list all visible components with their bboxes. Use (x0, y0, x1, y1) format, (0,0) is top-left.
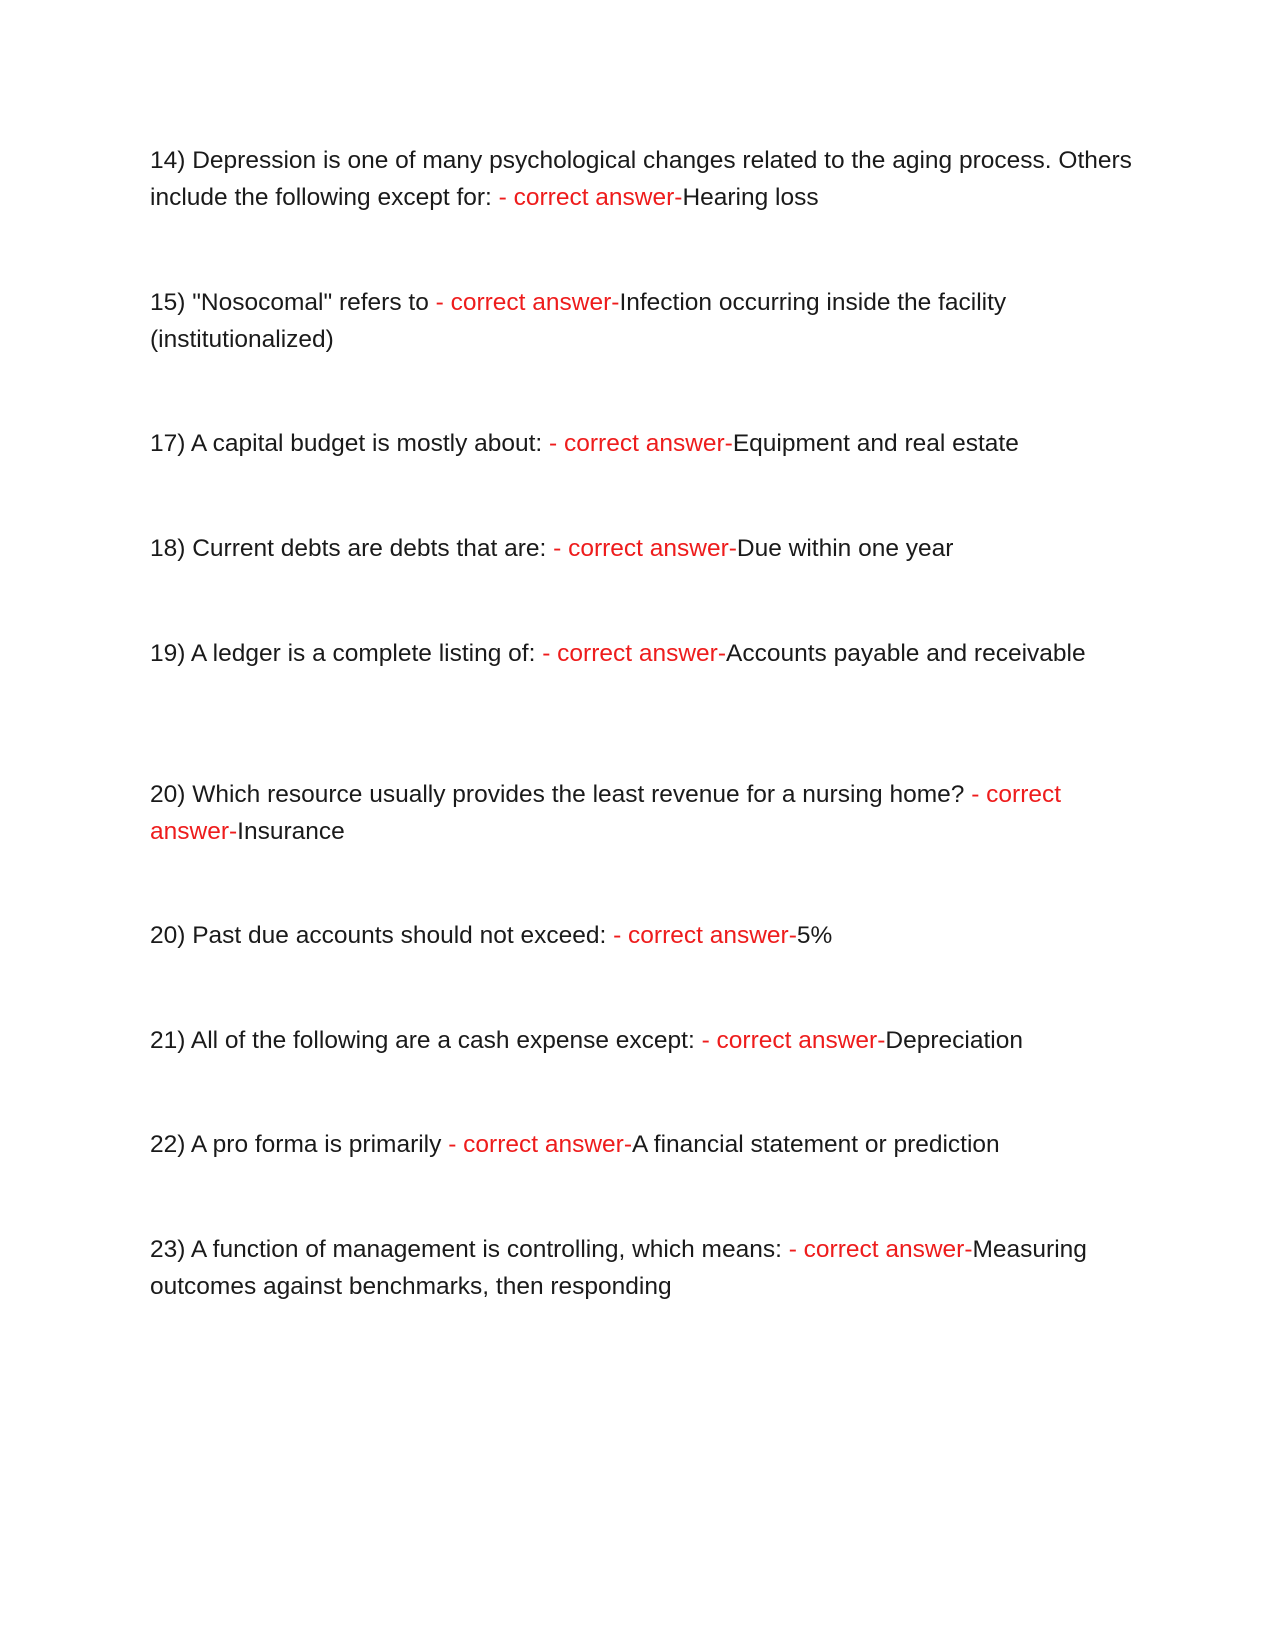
correct-answer-label: - correct answer- (553, 535, 737, 562)
qa-item (150, 1022, 1135, 1059)
qa-item (150, 530, 1135, 567)
question-text: 18) Current debts are debts that are: (150, 535, 554, 562)
qa-item (150, 635, 1135, 672)
question-text: 19) A ledger is a complete listing of: (150, 640, 543, 667)
correct-answer-label: - correct answer- (549, 430, 733, 457)
correct-answer-label: - correct answer- (498, 184, 683, 211)
answer-text: Equipment and real estate (732, 430, 1019, 457)
qa-item (150, 1231, 1135, 1305)
question-text: 14) Depression is one of many psychological changes related to the aging process. Others include the following except for: (150, 147, 1132, 211)
qa-item (150, 425, 1135, 462)
question-text: 23) A function of management is controlling, which means: (150, 1236, 789, 1263)
qa-item (150, 284, 1135, 358)
qa-item (150, 776, 1135, 850)
correct-answer-label: - correct answer- (613, 922, 797, 949)
qa-item (150, 917, 1135, 954)
correct-answer-label: - correct answer- (150, 781, 1062, 845)
question-text: 21) All of the following are a cash expense except: (150, 1027, 702, 1054)
question-text: 22) A pro forma is primarily (150, 1131, 449, 1158)
answer-text: Infection occurring inside the facility (institutionalized) (150, 289, 1007, 353)
answer-text: Accounts payable and receivable (726, 640, 1086, 667)
answer-text: 5% (796, 922, 833, 949)
question-text: 15) "Nosocomal" refers to (150, 289, 436, 316)
question-text: 20) Which resource usually provides the least revenue for a nursing home? (150, 781, 972, 808)
answer-text: Due within one year (736, 535, 954, 562)
question-text: 17) A capital budget is mostly about: (150, 430, 550, 457)
correct-answer-label: - correct answer- (448, 1131, 632, 1158)
correct-answer-label: - correct answer- (701, 1027, 886, 1054)
answer-text: Depreciation (885, 1027, 1023, 1054)
qa-item (150, 142, 1135, 216)
answer-text: A financial statement or prediction (631, 1131, 1000, 1158)
answer-text: Hearing loss (682, 184, 819, 211)
question-text: 20) Past due accounts should not exceed: (150, 922, 614, 949)
correct-answer-label: - correct answer- (788, 1236, 973, 1263)
answer-text: Insurance (237, 818, 345, 845)
correct-answer-label: - correct answer- (542, 640, 727, 667)
answer-text: Measuring outcomes against benchmarks, then responding (150, 1236, 1087, 1300)
correct-answer-label: - correct answer- (435, 289, 620, 316)
qa-item (150, 1126, 1135, 1163)
